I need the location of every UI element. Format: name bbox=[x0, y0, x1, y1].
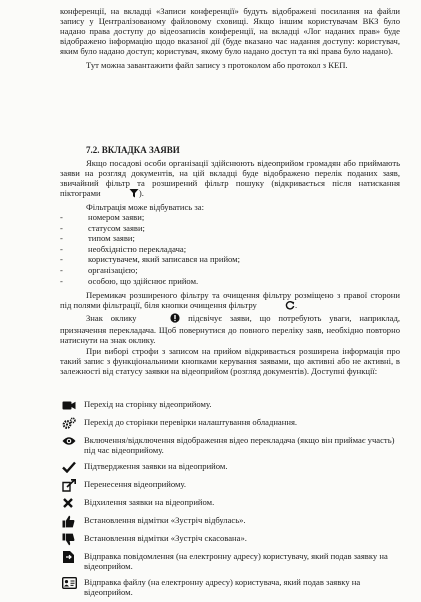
badge-text-a: Знак оклику bbox=[86, 313, 137, 323]
functions-list bbox=[62, 398, 404, 602]
section-heading: 7.2. ВКЛАДКА ЗАЯВИ bbox=[86, 145, 180, 155]
function-item: Перехід на сторінку відеоприйому. bbox=[62, 398, 404, 416]
intro-text-end: ). bbox=[138, 188, 144, 199]
exclamation-badge-icon bbox=[144, 313, 180, 325]
filter-list bbox=[60, 212, 400, 286]
row-text: При виборі строфи з записом на прийом відкривається розширена інформація про такий запис з функціональними кнопками керування заявами, що активні або не активні, в залежності від статусу заявки на відеоприйом (розгляд документів). Доступні функції: bbox=[60, 346, 400, 377]
badge-text-b: підсвічує заяви, що потребують уваги, наприклад, призначення перекладача. Щоб повернутися до повного переліку заяв, необхідно повторно натиснути на знак оклику. bbox=[60, 313, 400, 346]
filter-label: Фільтрація може відбуватись за: bbox=[86, 202, 204, 213]
reschedule-arrow-icon bbox=[62, 478, 84, 492]
send-file-icon bbox=[62, 550, 84, 564]
send-card-icon bbox=[62, 576, 84, 590]
badge-paragraph bbox=[60, 313, 400, 345]
list-item: - номером заяви; bbox=[60, 212, 145, 222]
thumbs-down-icon bbox=[62, 532, 84, 546]
function-item: Встановлення відмітки «Зустріч відбулась». bbox=[62, 514, 404, 532]
paragraph-intro bbox=[60, 158, 400, 200]
top-text bbox=[60, 6, 400, 71]
gears-icon bbox=[62, 416, 84, 430]
switch-text: Перемикач розширеного фільтру та очищення фільтру розміщено з правої сторони під полями фільтрації, біля кнопки очищення фільтру bbox=[60, 290, 400, 311]
function-item: Перехід до сторінки перевірки налаштування обладнання. bbox=[62, 416, 404, 434]
function-item: Перенесення відеоприйому. bbox=[62, 478, 404, 496]
switch-paragraph: Перемикач розширеного фільтру та очищення фільтру розміщено з правої сторони під полями фільтрації, біля кнопки очищення фільтру . bbox=[60, 290, 400, 312]
refresh-icon bbox=[259, 300, 295, 312]
function-item: Встановлення відмітки «Зустріч скасована». bbox=[62, 532, 404, 550]
function-item: Підтвердження заявки на відеоприйом. bbox=[62, 460, 404, 478]
function-item: Відправка файлу (на електронну адресу) користувача, який подав заявку на відеоприйом. bbox=[62, 576, 404, 602]
function-item: Відправка повідомлення (на електронну адресу) користувачу, який подав заявку на відеоприйом. bbox=[62, 550, 404, 576]
function-item: Включення/відключення відображення відео перекладача (якщо він приймає участь) під час відеоприйому. bbox=[62, 434, 404, 460]
list-item: - типом заяви; bbox=[60, 233, 135, 244]
row-paragraph bbox=[60, 346, 400, 376]
list-item: - особою, що здійснює прийом. bbox=[60, 275, 199, 286]
paragraph-download: Тут можна завантажити файл запису з протоколом або протокол з КЕП. bbox=[86, 60, 348, 71]
intro-text bbox=[60, 158, 400, 212]
thumbs-up-icon bbox=[62, 514, 84, 528]
function-item: Відхилення заявки на відеоприйом. bbox=[62, 496, 404, 514]
paragraph-records: конференції, на вкладці «Записи конференції» будуть відображені посилання на файли запису у Централізованому файловому сховищі. Якщо іншим користувачам ВКЗ було надано права доступу до відеозаписів конференції, на вкладці «Лог наданих прав» буде відображено інформацію щодо вказаної дії (буде вказано час надання доступу: користувач, яким було надано доступ; користувач, якому було надано доступ та які права було надано). bbox=[60, 6, 400, 57]
list-item: - статусом заяви; bbox=[60, 222, 145, 233]
checkmark-icon bbox=[62, 460, 84, 474]
intro-text-body: Якщо посадові особи організації здійснюють відеоприйом громадян або приймають заяви на розгляд документів, на цій вкладці буде відображено перелік поданих заяв, звичайний фільтр та розширений фільтр пошуку (відкривається після натискання піктограми bbox=[60, 158, 400, 199]
list-item: - організацією; bbox=[60, 264, 138, 275]
list-item: - користувачем, який записався на прийом; bbox=[60, 254, 241, 265]
list-item: - необхідністю перекладача; bbox=[60, 243, 187, 254]
eye-icon bbox=[62, 434, 84, 448]
x-icon bbox=[62, 496, 84, 510]
filter-icon bbox=[103, 188, 139, 200]
video-camera-icon bbox=[62, 398, 84, 412]
